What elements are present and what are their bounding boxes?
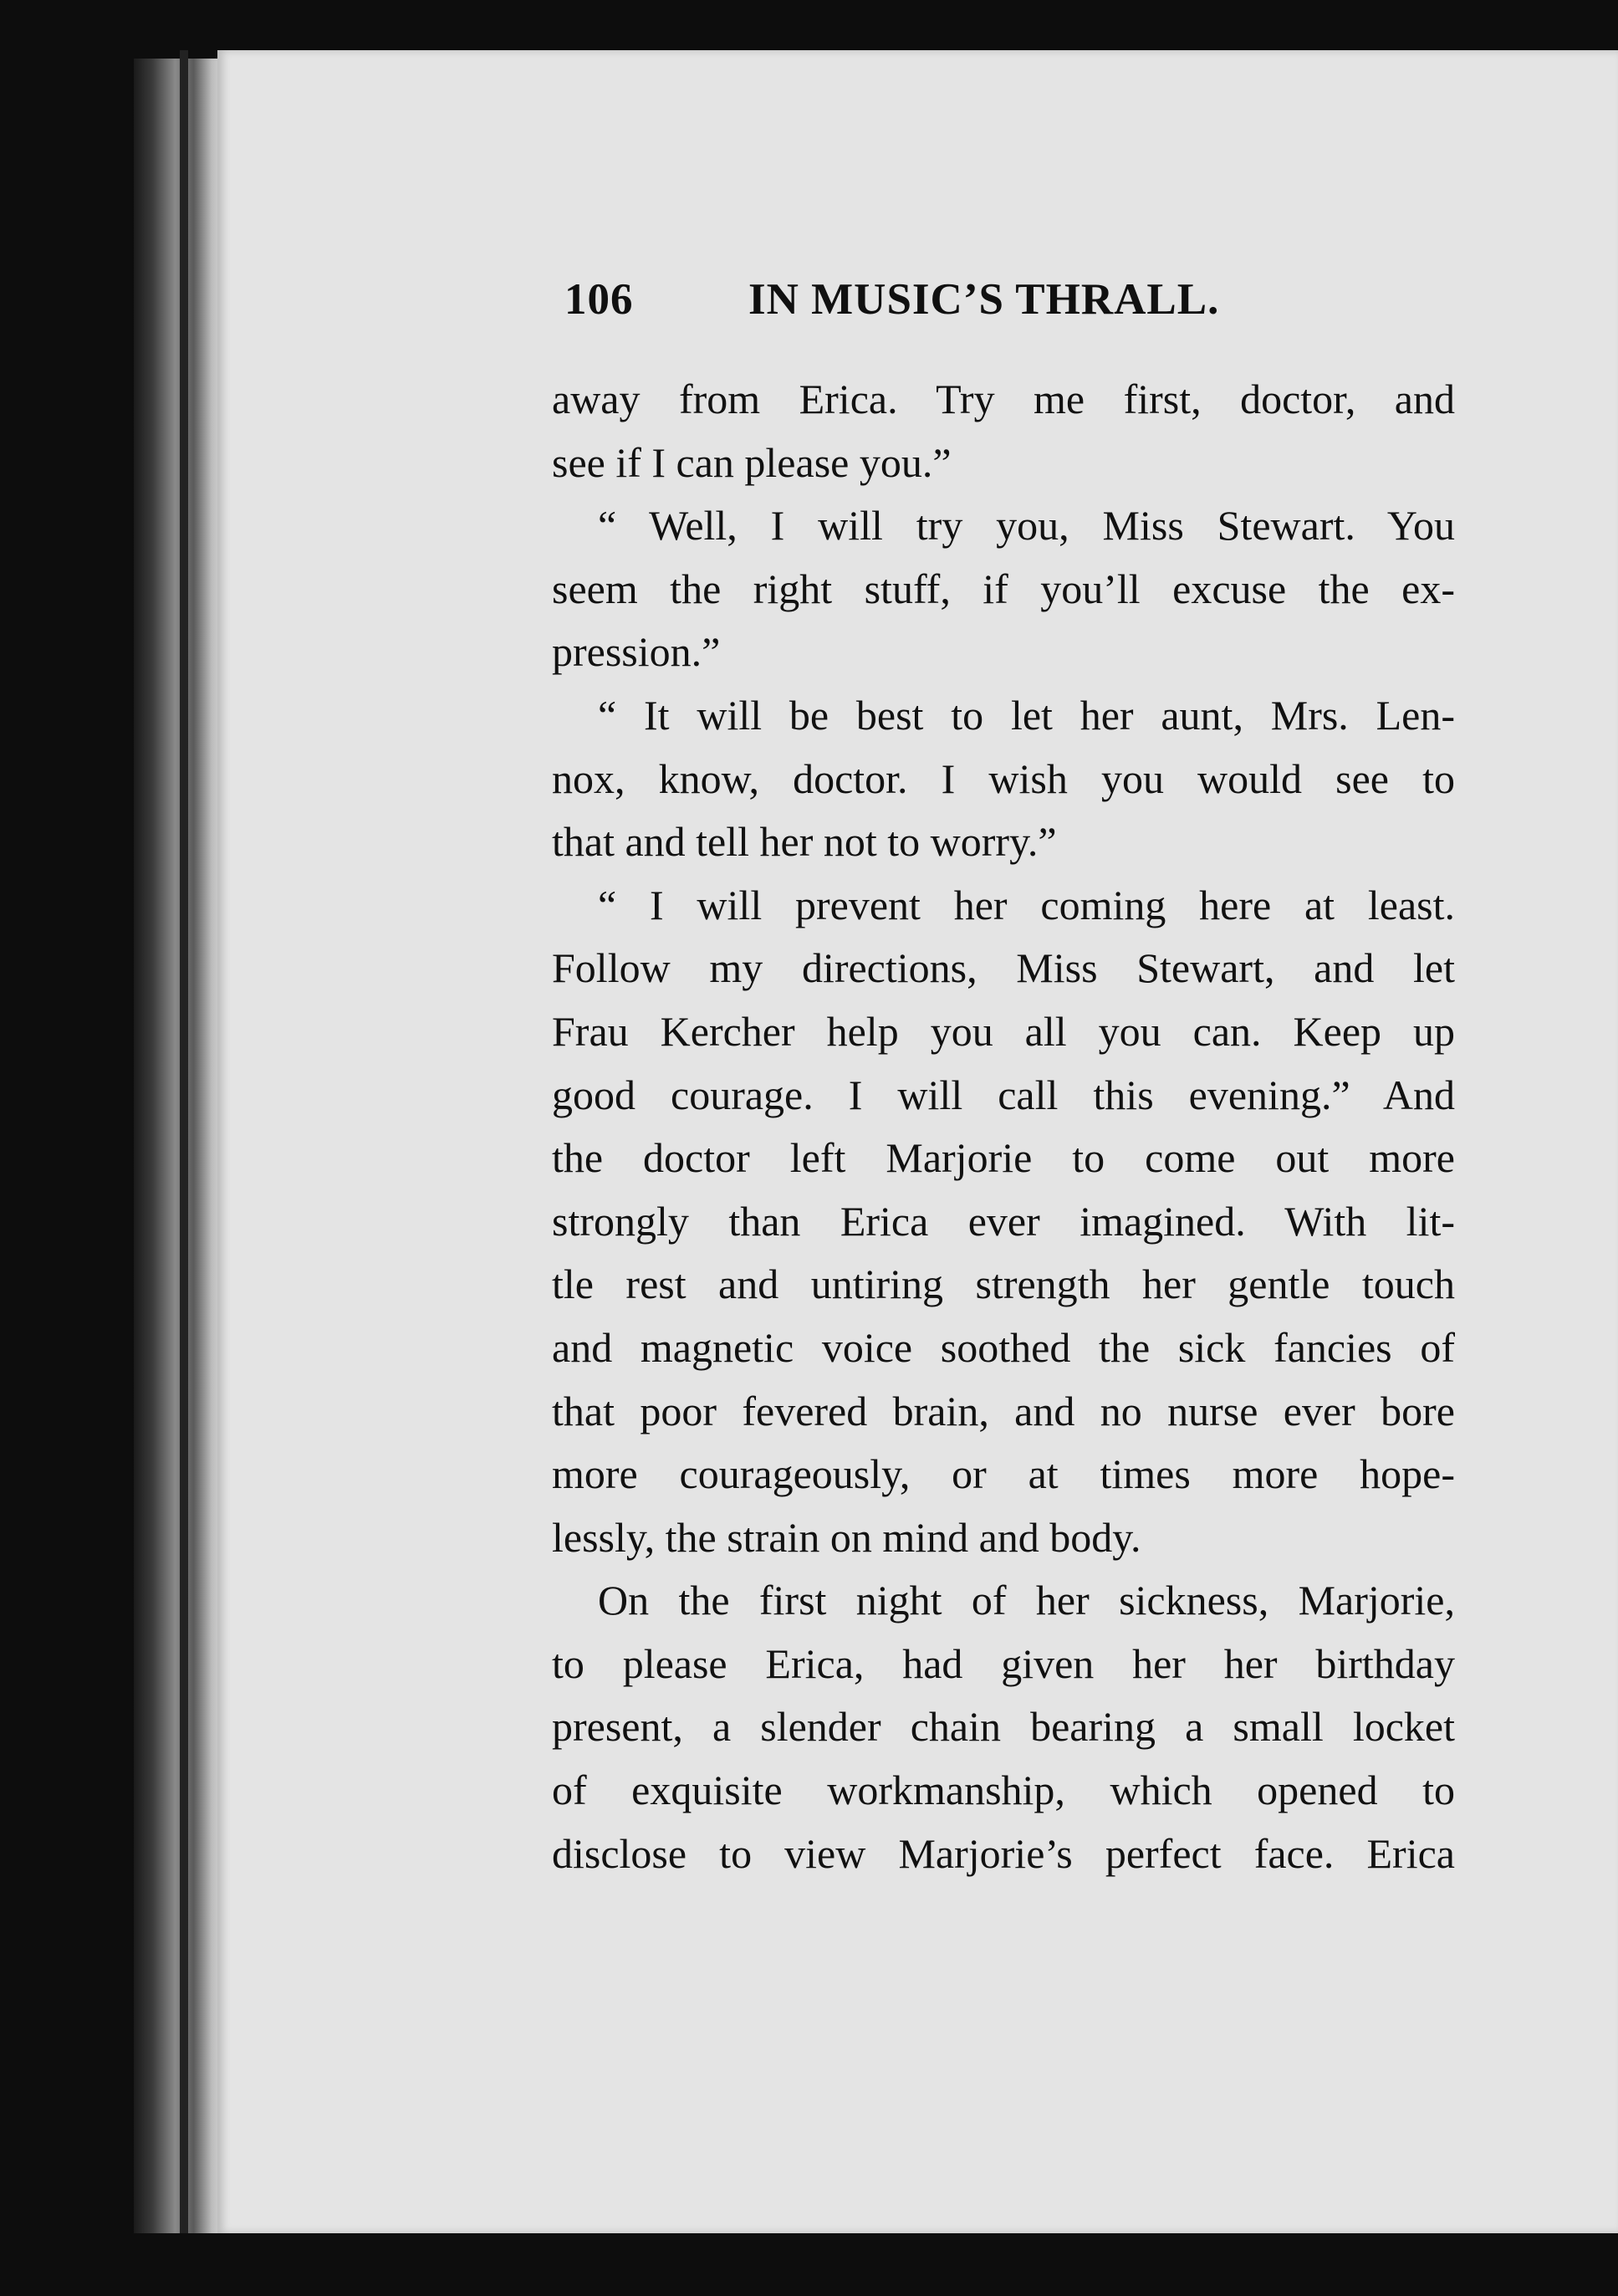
text-line: “ It will be best to let her aunt, Mrs. Len- bbox=[598, 691, 1455, 739]
text-line: Follow my directions, Miss Stewart, and let bbox=[552, 944, 1455, 992]
text-line: tle rest and untiring strength her gentle touch bbox=[552, 1260, 1455, 1308]
text-line: of exquisite workmanship, which opened to bbox=[552, 1767, 1455, 1814]
text-line: that and tell her not to worry.” bbox=[552, 818, 1057, 866]
text-line: nox, know, doctor. I wish you would see to bbox=[552, 754, 1455, 802]
text-line: “ I will prevent her coming here at least. bbox=[598, 881, 1455, 928]
text-line: the doctor left Marjorie to come out more bbox=[552, 1134, 1455, 1182]
text-line: present, a slender chain bearing a small locket bbox=[552, 1703, 1455, 1751]
text-line: and magnetic voice soothed the sick fancies of bbox=[552, 1323, 1455, 1371]
text-line: On the first night of her sickness, Marjorie, bbox=[598, 1577, 1455, 1624]
text-line: “ Well, I will try you, Miss Stewart. You bbox=[598, 502, 1455, 550]
text-line: strongly than Erica ever imagined. With lit- bbox=[552, 1197, 1455, 1245]
text-line: good courage. I will call this evening.” And bbox=[552, 1071, 1455, 1118]
page-header bbox=[564, 274, 1267, 333]
running-head-title: IN MUSIC’S THRALL. bbox=[748, 275, 1220, 324]
text-line: seem the right stuff, if you’ll excuse the ex- bbox=[552, 565, 1455, 612]
text-line: to please Erica, had given her her birthday bbox=[552, 1639, 1455, 1687]
page-number: 106 bbox=[564, 275, 634, 324]
text-line: that poor fevered brain, and no nurse ever bore bbox=[552, 1387, 1455, 1434]
text-line: more courageously, or at times more hope- bbox=[552, 1450, 1455, 1498]
book-gutter-edge bbox=[180, 50, 188, 2233]
text-line: pression.” bbox=[552, 628, 721, 676]
text-line: Frau Kercher help you all you can. Keep up bbox=[552, 1007, 1455, 1055]
text-line: lessly, the strain on mind and body. bbox=[552, 1513, 1141, 1561]
text-line: disclose to view Marjorie’s perfect face. Erica bbox=[552, 1829, 1455, 1877]
text-line: away from Erica. Try me first, doctor, and bbox=[552, 376, 1455, 422]
text-line: see if I can please you.” bbox=[552, 438, 952, 486]
body-text bbox=[552, 368, 1455, 1885]
